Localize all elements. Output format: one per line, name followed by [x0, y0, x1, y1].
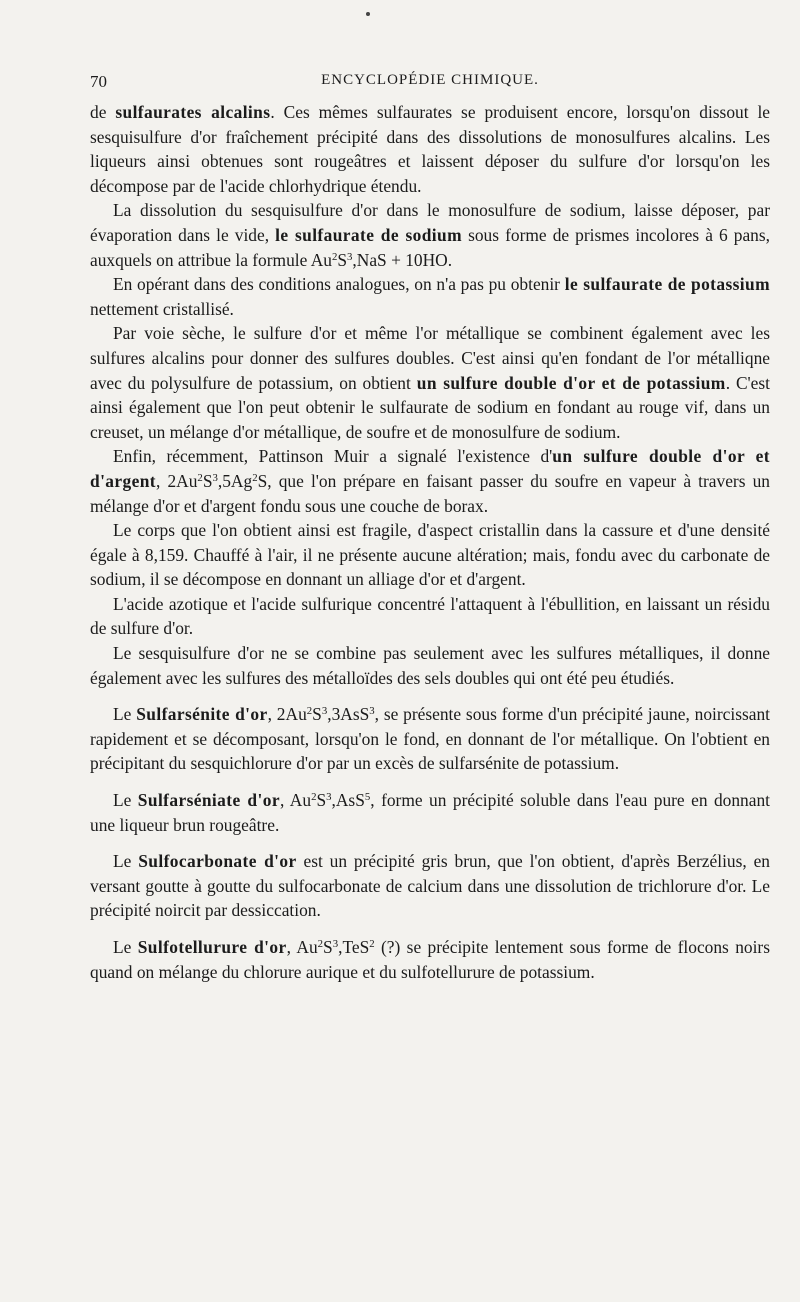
text-run: S: [316, 790, 327, 811]
paragraph: [90, 641, 770, 690]
paragraph: [90, 702, 770, 776]
text-run: (?) se précipite lentement sous forme de flocons noirs quand on mélange du chlorure aurique et du sulfotellurure de potassium.: [90, 937, 770, 982]
bold-term: un sulfure double d'or et de potassium: [416, 372, 726, 393]
superscript: 3: [347, 250, 353, 263]
text-run: , forme un précipité soluble dans l'eau pure en donnant une liqueur brun rougeâtre.: [90, 790, 770, 835]
paragraph: [90, 518, 770, 592]
text-run: Le: [113, 790, 138, 811]
text-run: ,AsS: [331, 790, 365, 811]
paragraph: [90, 321, 770, 444]
bold-term: Sulfocarbonate d'or: [138, 851, 297, 872]
superscript: 2: [252, 471, 258, 484]
superscript: 2: [306, 705, 313, 718]
bold-term: le sulfaurate de potassium: [564, 274, 770, 295]
paragraph: [90, 935, 770, 984]
superscript: 3: [212, 471, 218, 484]
text-run: , 2Au: [267, 704, 307, 725]
text-run: sous forme de prismes incolores à 6 pans, auxquels on attribue la formule Au: [90, 224, 770, 270]
text-run: est un précipité gris brun, que l'on obtient, d'après Berzélius, en versant goutte à goutte du sulfocarbonate de calcium dans une dissolution de trichlorure d'or. Le précipité noircit par dessiccation.: [90, 851, 770, 921]
text-run: S, que l'on prépare en faisant passer du soufre en vapeur à travers un mélange d'or et d'argent fondu sous une couche de borax.: [90, 470, 770, 516]
superscript: 2: [317, 938, 324, 951]
text-run: Enfin, récemment, Pattinson Muir a signalé l'existence d': [113, 446, 553, 467]
paragraph: [90, 592, 770, 641]
text-run: La dissolution du sesquisulfure d'or dans le monosulfure de sodium, laisse déposer, par évaporation dans le vide,: [90, 200, 770, 245]
text-run: Le: [113, 704, 137, 725]
superscript: 2: [331, 250, 338, 263]
text-run: L'acide azotique et l'acide sulfurique concentré l'attaquent à l'ébullition, en laissant un résidu de sulfure d'or.: [90, 593, 770, 639]
text-run: S: [202, 470, 213, 491]
paragraph: [90, 788, 770, 837]
text-run: Le corps que l'on obtient ainsi est fragile, d'aspect cristallin dans la cassure et d'une densité égale à 8,159. Chauffé à l'air, il ne présente aucune altération; mais, fondu avec du carbonate de sodium, il se décompose en donnant un alliage d'or et d'argent.: [90, 520, 770, 590]
text-run: Le: [113, 851, 139, 872]
print-speck: [366, 12, 370, 16]
paragraph: [90, 272, 770, 321]
text-run: Le: [113, 937, 138, 957]
text-run: S: [312, 704, 322, 725]
body-text: [90, 100, 770, 984]
text-run: ,NaS + 10HO.: [352, 249, 453, 270]
text-run: , Au: [286, 937, 318, 957]
paragraph: [90, 198, 770, 272]
text-run: S: [323, 937, 333, 957]
text-run: Par voie sèche, le sulfure d'or et même l'or métallique se combinent également avec les sulfures alcalins pour donner des sulfures doubles. C'est ainsi qu'en fondant de l'or métalliqne avec du polysulfure de potassium, on obtient: [90, 323, 770, 393]
bold-term: Sulfarsénite d'or: [136, 704, 268, 725]
text-run: nettement cristallisé.: [90, 298, 234, 319]
text-run: . C'est ainsi également que l'on peut obtenir le sulfaurate de sodium en fondant au rouge vif, dans un creuset, un mélange d'or métallique, de soufre et de monosulfure de sodium.: [90, 372, 771, 442]
paragraph: [90, 444, 770, 518]
text-run: de: [90, 102, 116, 122]
bold-term: Sulfarséniate d'or: [137, 790, 280, 811]
superscript: 2: [369, 938, 375, 951]
superscript: 2: [197, 471, 203, 484]
running-title: ENCYCLOPÉDIE CHIMIQUE.: [321, 72, 539, 88]
text-run: ,3AsS: [327, 704, 370, 725]
bold-term: un sulfure double d'or et d'argent: [90, 446, 770, 491]
text-run: . Ces mêmes sulfaurates se produisent encore, lorsqu'on dissout le sesquisulfure d'or fraîchement précipité dans des dissolutions de monosulfures alcalins. Les liqueurs ainsi obtenues sont rougeâtres et laissent déposer du sulfure d'or lorsqu'on les décompose par de l'acide chlorhydrique étendu.: [90, 102, 771, 196]
text-run: , 2Au: [156, 470, 198, 491]
superscript: 3: [321, 705, 328, 718]
text-run: , Au: [279, 790, 312, 811]
bold-term: le sulfaurate de sodium: [275, 224, 462, 245]
page-number: 70: [90, 72, 107, 91]
bold-term: sulfaurates alcalins: [115, 102, 271, 122]
superscript: 3: [332, 938, 339, 951]
superscript: 3: [369, 705, 375, 718]
superscript: 3: [326, 791, 332, 804]
paragraph: [90, 100, 770, 198]
superscript: 2: [311, 791, 317, 804]
superscript: 5: [364, 791, 371, 804]
paragraph: [90, 849, 770, 923]
text-run: ,TeS: [338, 937, 370, 957]
text-run: ,5Ag: [217, 470, 253, 491]
text-run: , se présente sous forme d'un précipité jaune, noircissant rapidement et se décomposant, lorsqu'on le fond, en donnant de l'or métallique. On l'obtient en précipitant du sesquichlorure d'or par un excès de sulfarsénite de potassium.: [90, 704, 770, 774]
text-run: En opérant dans des conditions analogues, on n'a pas pu obtenir: [113, 274, 565, 295]
page-header: [90, 72, 770, 96]
text-run: Le sesquisulfure d'or ne se combine pas seulement avec les sulfures métalliques, il donne également avec les sulfures des métalloïdes des sels doubles qui ont été peu étudiés.: [90, 643, 770, 688]
bold-term: Sulfotellurure d'or: [137, 937, 287, 957]
text-run: S: [337, 249, 348, 270]
